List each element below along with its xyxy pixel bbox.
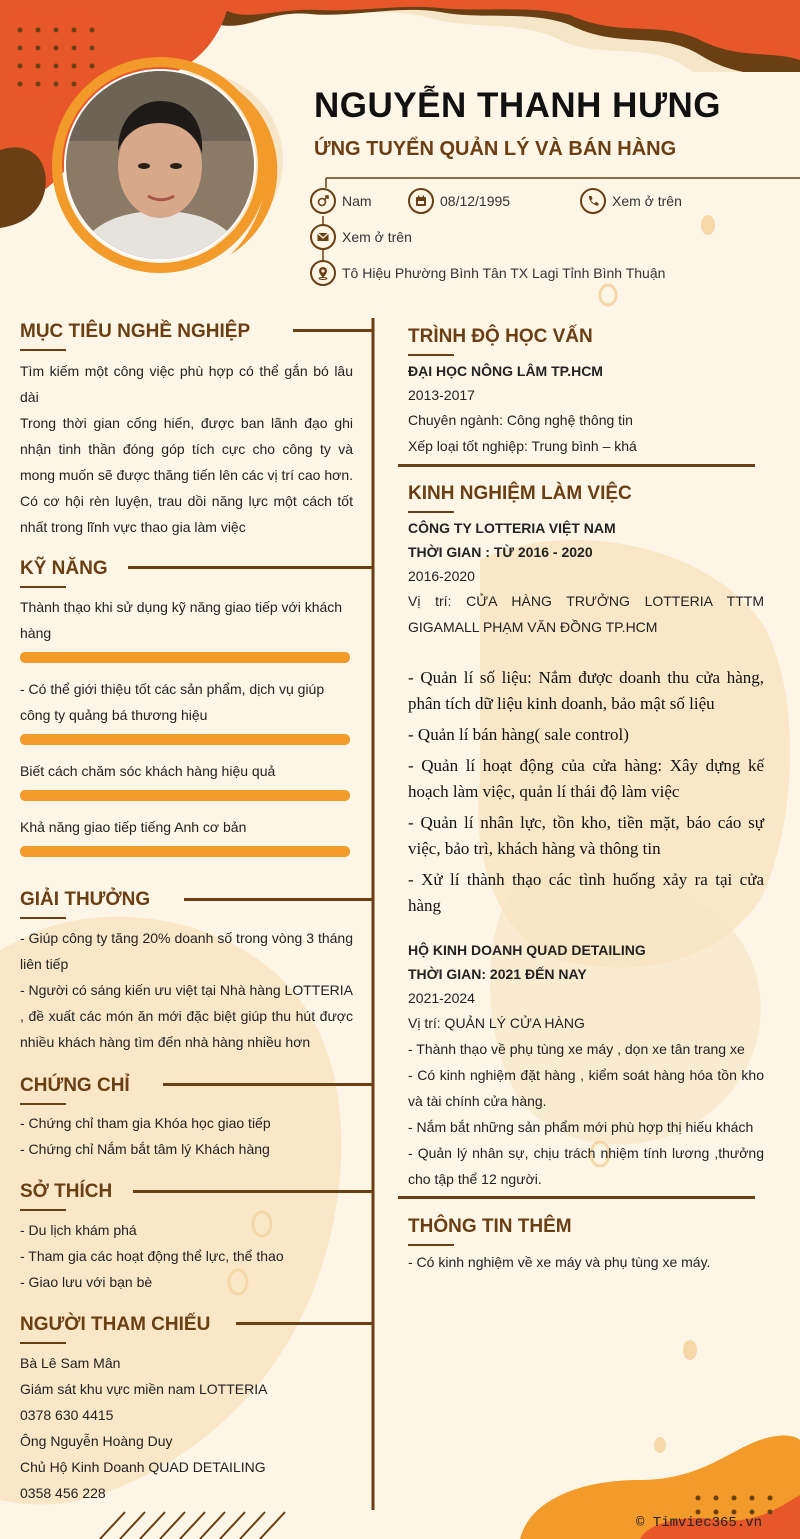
contact-birthday — [408, 188, 510, 214]
education-grade: Xếp loại tốt nghiệp: Trung bình – khá — [408, 438, 637, 454]
divider — [128, 566, 373, 569]
duty-item: - Quản lí nhân lực, tồn kho, tiền mặt, báo cáo sự việc, bảo trì, khách hàng và thông tin — [408, 813, 764, 858]
hobby-item: - Giao lưu với bạn bè — [20, 1274, 153, 1290]
divider — [408, 511, 454, 513]
reference-line: Ông Nguyễn Hoàng Duy — [20, 1433, 173, 1449]
divider — [236, 1322, 373, 1325]
divider — [408, 354, 454, 356]
location-pin-icon — [310, 260, 336, 286]
duty-item: - Có kinh nghiệm đặt hàng , kiểm soát hàng hóa tồn kho và tài chính cửa hàng. — [408, 1067, 764, 1109]
duty-item: - Quản lý nhân sự, chịu trách nhiệm tính lương ,thưởng cho tập thể 12 người. — [408, 1145, 764, 1187]
skill-item: Biết cách chăm sóc khách hàng hiệu quả — [20, 763, 276, 779]
divider — [133, 1190, 373, 1193]
divider — [398, 464, 755, 467]
company-name: CÔNG TY LOTTERIA VIỆT NAM — [408, 520, 616, 536]
job-time: THỜI GIAN: 2021 ĐẾN NAY — [408, 966, 587, 982]
skill-item: Khả năng giao tiếp tiếng Anh cơ bản — [20, 819, 247, 835]
duty-item: - Xử lí thành thạo các tình huống xảy ra tại cửa hàng — [408, 870, 764, 915]
duty-item: - Quản lí bán hàng( sale control) — [408, 725, 629, 744]
skill-item: - Có thể giới thiệu tốt các sản phẩm, dịch vụ giúp công ty quảng bá thương hiệu — [20, 681, 325, 723]
award-item: - Người có sáng kiến ưu việt tại Nhà hàng LOTTERIA , đề xuất các món ăn mới đặc biệt giúp thu hút được nhiều khách hàng tìm đến nhà hàng nhiều hơn — [20, 982, 353, 1050]
reference-line: Giám sát khu vực miền nam LOTTERIA — [20, 1381, 268, 1397]
reference-line: 0358 456 228 — [20, 1485, 106, 1501]
calendar-icon — [408, 188, 434, 214]
gender-icon — [310, 188, 336, 214]
contact-phone — [580, 188, 682, 214]
divider — [293, 329, 373, 332]
award-item: - Giúp công ty tăng 20% doanh số trong vòng 3 tháng liên tiếp — [20, 930, 353, 972]
education-heading: TRÌNH ĐỘ HỌC VẤN — [408, 326, 593, 347]
extra-info-heading: THÔNG TIN THÊM — [408, 1216, 572, 1237]
email-value: Xem ở trên — [342, 229, 412, 245]
skill-level-bar — [20, 652, 350, 663]
divider — [20, 349, 66, 351]
skill-level-bar — [20, 790, 350, 801]
certificate-item: - Chứng chỉ tham gia Khóa học giao tiếp — [20, 1115, 271, 1131]
job-period: 2021-2024 — [408, 990, 475, 1006]
hobby-item: - Du lịch khám phá — [20, 1222, 137, 1238]
experience-heading: KINH NGHIỆM LÀM VIỆC — [408, 483, 632, 504]
skill-level-bar — [20, 846, 350, 857]
email-icon — [310, 224, 336, 250]
education-period: 2013-2017 — [408, 387, 475, 403]
divider — [20, 1342, 66, 1344]
awards-heading: GIẢI THƯỞNG — [20, 889, 151, 910]
duty-item: - Nắm bắt những sản phẩm mới phù hợp thị hiếu khách — [408, 1119, 754, 1135]
hobbies-heading: SỞ THÍCH — [20, 1181, 113, 1202]
objective-heading: MỤC TIÊU NGHỀ NGHIỆP — [20, 321, 251, 342]
phone-value: Xem ở trên — [612, 193, 682, 209]
job-title: ỨNG TUYỂN QUẢN LÝ VÀ BÁN HÀNG — [314, 138, 677, 160]
job-position: Vị trí: CỬA HÀNG TRƯỞNG LOTTERIA TTTM GIGAMALL PHẠM VĂN ĐỒNG TP.HCM — [408, 593, 764, 635]
phone-icon — [580, 188, 606, 214]
address-value: Tô Hiệu Phường Bình Tân TX Lagi Tỉnh Bình Thuận — [342, 265, 666, 281]
avatar — [66, 71, 254, 259]
divider — [184, 898, 373, 901]
reference-line: Chủ Hộ Kinh Doanh QUAD DETAILING — [20, 1459, 266, 1475]
divider — [20, 586, 66, 588]
divider — [20, 917, 66, 919]
gender-value: Nam — [342, 193, 372, 209]
certificates-heading: CHỨNG CHỈ — [20, 1075, 130, 1096]
candidate-name: NGUYỄN THANH HƯNG — [314, 86, 721, 125]
duty-item: - Quản lí hoạt động của cửa hàng: Xây dựng kế hoạch làm việc, quản lí thái độ làm việc — [408, 756, 764, 801]
birthday-value: 08/12/1995 — [440, 193, 511, 209]
job-position: Vị trí: QUẢN LÝ CỬA HÀNG — [408, 1015, 585, 1031]
divider — [398, 1196, 755, 1199]
extra-info-text: - Có kinh nghiệm về xe máy và phụ tùng xe máy. — [408, 1254, 711, 1270]
school-name: ĐẠI HỌC NÔNG LÂM TP.HCM — [408, 363, 603, 379]
divider — [163, 1083, 373, 1086]
references-heading: NGƯỜI THAM CHIẾU — [20, 1314, 211, 1335]
contact-email — [310, 224, 412, 250]
skill-item: Thành thạo khi sử dụng kỹ năng giao tiếp với khách hàng — [20, 599, 343, 641]
education-major: Chuyên ngành: Công nghệ thông tin — [408, 412, 633, 428]
divider — [20, 1209, 66, 1211]
certificate-item: - Chứng chỉ Nắm bắt tâm lý Khách hàng — [20, 1141, 270, 1157]
duty-item: - Quản lí số liệu: Nắm được doanh thu cửa hàng, phân tích dữ liệu kinh doanh, bảo mật số liệu — [408, 668, 764, 713]
duty-item: - Thành thạo về phụ tùng xe máy , dọn xe tân trang xe — [408, 1041, 745, 1057]
divider — [20, 1103, 66, 1105]
watermark: © Timviec365.vn — [636, 1515, 763, 1531]
skill-level-bar — [20, 734, 350, 745]
reference-line: Bà Lê Sam Mân — [20, 1355, 121, 1371]
contact-gender — [310, 188, 372, 214]
objective-text-1: Tìm kiếm một công việc phù hợp có thể gắn bó lâu dài — [20, 363, 353, 405]
company-name: HỘ KINH DOANH QUAD DETAILING — [408, 942, 646, 958]
job-period: 2016-2020 — [408, 568, 475, 584]
objective-text-2: Trong thời gian cống hiến, được ban lãnh đạo ghi nhận tinh thần đóng góp tích cực cho công ty và mong muốn sẽ được thăng tiến lên các vị trí cao hơn. Có cơ hội rèn luyện, trau dồi năng lực một cách tốt nhất trong lĩnh vực thao gia làm việc — [20, 415, 353, 535]
skills-heading: KỸ NĂNG — [20, 558, 108, 579]
job-time: THỜI GIAN : TỪ 2016 - 2020 — [408, 544, 593, 560]
divider — [408, 1244, 454, 1246]
contact-address — [310, 260, 665, 286]
reference-line: 0378 630 4415 — [20, 1407, 114, 1423]
hobby-item: - Tham gia các hoạt động thể lực, thể thao — [20, 1248, 284, 1264]
